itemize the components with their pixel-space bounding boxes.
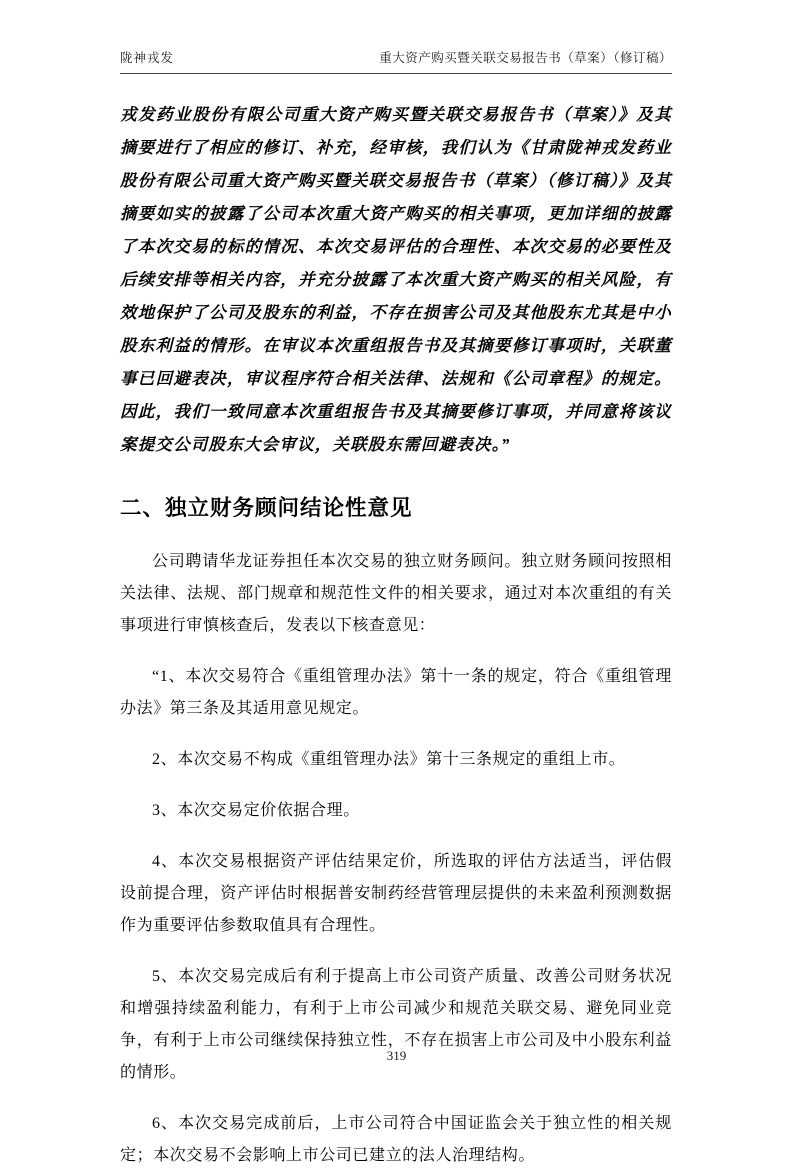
page-number: 319 bbox=[386, 1048, 407, 1063]
body-paragraph-item-1: “1、本次交易符合《重组管理办法》第十一条的规定，符合《重组管理办法》第三条及其适用意见规定。 bbox=[120, 668, 672, 717]
quoted-resolution-paragraph: 戎发药业股份有限公司重大资产购买暨关联交易报告书（草案）》及其摘要进行了相应的修订、补充，经审核，我们认为《甘肃陇神戎发药业股份有限公司重大资产购买暨关联交易报告书（草案）（修订稿）》及其摘要如实的披露了公司本次重大资产购买的相关事项，更加详细的披露了本次交易的标的情况、本次交易评估的合理性、本次交易的必要性及后续安排等相关内容，并充分披露了本次重大资产购买的相关风险，有效地保护了公司及股东的利益，不存在损害公司及其他股东尤其是中小股东利益的情形。在审议本次重组报告书及其摘要修订事项时，关联董事已回避表决，审议程序符合相关法律、法规和《公司章程》的规定。因此，我们一致同意本次重组报告书及其摘要修订事项，并同意将该议案提交公司股东大会审议，关联股东需回避表决。” bbox=[120, 105, 672, 454]
body-paragraph-item-6: 6、本次交易完成前后，上市公司符合中国证监会关于独立性的相关规定；本次交易不会影响上市公司已建立的法人治理结构。 bbox=[120, 1115, 672, 1164]
page-footer bbox=[0, 1048, 793, 1064]
body-paragraph-item-3: 3、本次交易定价依据合理。 bbox=[152, 802, 360, 819]
header-company-name: 陇神戎发 bbox=[120, 51, 175, 65]
header-report-title: 重大资产购买暨关联交易报告书（草案）（修订稿） bbox=[379, 51, 672, 65]
page-header bbox=[120, 48, 672, 74]
body-paragraph-item-5: 5、本次交易完成后有利于提高上市公司资产质量、改善公司财务状况和增强持续盈利能力，有利于上市公司减少和规范关联交易、避免同业竞争，有利于上市公司继续保持独立性，不存在损害上市公司及中小股东利益的情形。 bbox=[120, 968, 672, 1081]
section-heading-independent-financial-advisor-opinion: 二、独立财务顾问结论性意见 bbox=[120, 496, 413, 520]
body-paragraph-intro: 公司聘请华龙证券担任本次交易的独立财务顾问。独立财务顾问按照相关法律、法规、部门规章和规范性文件的相关要求，通过对本次重组的有关事项进行审慎核查后，发表以下核查意见： bbox=[120, 553, 672, 634]
body-paragraph-item-2: 2、本次交易不构成《重组管理办法》第十三条规定的重组上市。 bbox=[152, 751, 626, 768]
body-paragraph-item-4: 4、本次交易根据资产评估结果定价，所选取的评估方法适当，评估假设前提合理，资产评估时根据普安制药经营管理层提供的未来盈利预测数据作为重要评估参数取值具有合理性。 bbox=[120, 853, 672, 934]
